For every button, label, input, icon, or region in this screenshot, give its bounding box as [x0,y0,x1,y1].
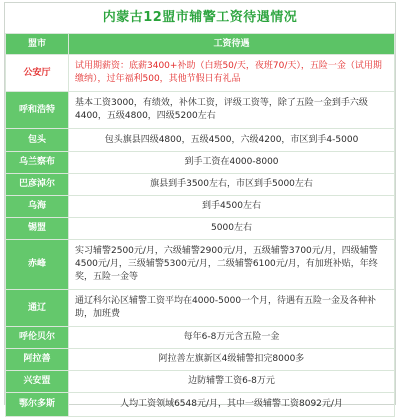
salary-table [5,33,395,417]
table-row [6,240,395,290]
salary-table-sheet [4,2,396,409]
salary-cell: 到手4500左右 [69,196,395,218]
table-row [6,290,395,327]
table-row [6,174,395,196]
table-row [6,55,395,92]
page-title: 内蒙古12盟市辅警工资待遇情况 [102,10,298,25]
region-cell: 阿拉善 [6,349,69,371]
region-cell: 呼和浩特 [6,92,69,129]
region-cell: 通辽 [6,290,69,327]
salary-cell: 5000左右 [69,218,395,240]
table-row [6,129,395,152]
header-region: 盟市 [6,34,69,55]
region-cell: 乌兰察布 [6,152,69,174]
table-header-row [6,34,395,55]
region-cell: 赤峰 [6,240,69,290]
salary-cell: 旗县到手3500左右，市区到手5000左右 [69,174,395,196]
salary-cell: 每年6-8万元含五险一金 [69,327,395,349]
region-cell: 锡盟 [6,218,69,240]
salary-cell: 到手工资在4000-8000 [69,152,395,174]
salary-cell: 基本工资3000，有绩效，补休工资，评级工资等，除了五险一金到手六级4400，五级4800，四级5200左右 [69,92,395,129]
salary-cell: 人均工资领域6548元/月，其中一级辅警工资8092元/月 [69,393,395,417]
region-cell: 公安厅 [6,55,69,92]
table-row [6,196,395,218]
table-row [6,327,395,349]
table-row [6,371,395,393]
table-row [6,152,395,174]
region-cell: 鄂尔多斯 [6,393,69,417]
region-cell: 呼伦贝尔 [6,327,69,349]
salary-cell: 包头旗县四级4800，五级4500，六级4200，市区到手4-5000 [69,129,395,152]
header-salary: 工资待遇 [69,34,395,55]
table-row [6,218,395,240]
salary-cell: 实习辅警2500元/月，六级辅警2900元/月，五级辅警3700元/月，四级辅警4500元/月，三级辅警5300元/月，二级辅警6100元/月，有加班补贴，年终奖，五险一金等 [69,240,395,290]
salary-cell: 阿拉善左旗新区4级辅警扣完8000多 [69,349,395,371]
region-cell: 巴彦淖尔 [6,174,69,196]
salary-cell: 边防辅警工资6-8万元 [69,371,395,393]
table-row [6,349,395,371]
region-cell: 乌海 [6,196,69,218]
salary-cell: 通辽科尔沁区辅警工资平均在4000-5000一个月，待遇有五险一金及各种补助，加班费 [69,290,395,327]
region-cell: 兴安盟 [6,371,69,393]
table-row [6,393,395,417]
table-row [6,92,395,129]
salary-cell: 试用期薪资：底薪3400+补助（白班50/天，夜班70/天），五险一金（试用期缴纳），过年福利500，其他节假日有礼品 [69,55,395,92]
region-cell: 包头 [6,129,69,152]
